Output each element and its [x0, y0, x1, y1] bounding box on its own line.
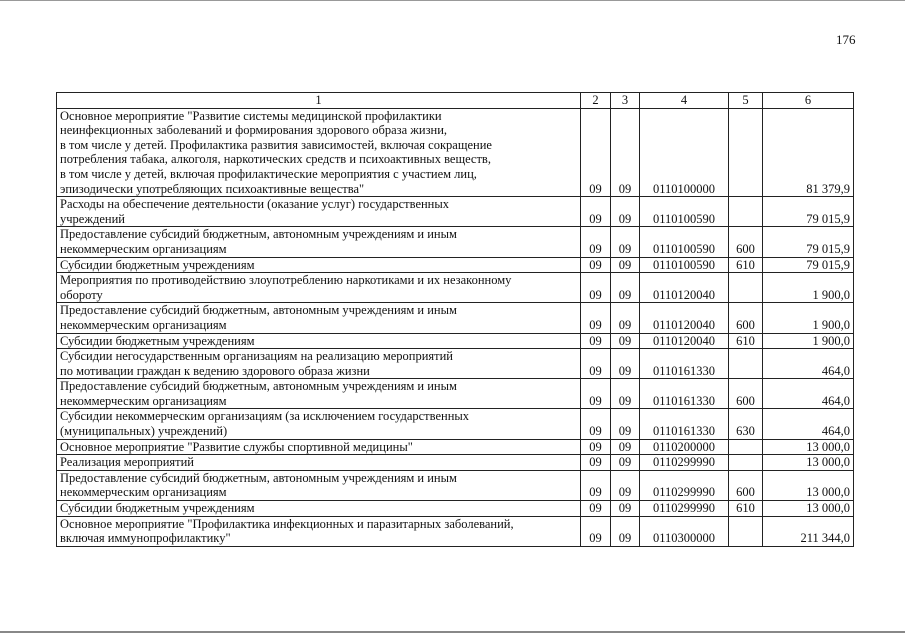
row-section-code: 09	[581, 257, 611, 273]
row-expense-type: 610	[729, 501, 763, 517]
header-col-4: 4	[640, 93, 729, 109]
budget-table	[56, 92, 854, 547]
row-amount: 1 900,0	[763, 273, 854, 303]
row-target-article: 0110100590	[640, 227, 729, 257]
table-row	[57, 197, 854, 227]
row-target-article: 0110299990	[640, 470, 729, 500]
row-amount: 13 000,0	[763, 470, 854, 500]
table-row	[57, 455, 854, 471]
top-rule	[0, 0, 905, 1]
row-subsection-code: 09	[611, 273, 640, 303]
row-subsection-code: 09	[611, 439, 640, 455]
row-description: Основное мероприятие "Развитие системы медицинской профилактики неинфекционных заболеваний и формирования здорового образа жизни, в том числе у детей. Профилактика развития зависимостей, включая сокращение потребления табака, алкоголя, наркотических средств и психоактивных веществ, в том числе у детей, включая профилактические мероприятия с участием лиц, эпизодически употребляющих психоактивные вещества"	[57, 108, 581, 197]
row-target-article: 0110299990	[640, 501, 729, 517]
row-subsection-code: 09	[611, 257, 640, 273]
row-description: Предоставление субсидий бюджетным, автономным учреждениям и иным некоммерческим организациям	[57, 227, 581, 257]
table-row	[57, 303, 854, 333]
row-description: Субсидии некоммерческим организациям (за исключением государственных (муниципальных) учреждений)	[57, 409, 581, 439]
row-section-code: 09	[581, 439, 611, 455]
row-expense-type	[729, 349, 763, 379]
row-expense-type	[729, 273, 763, 303]
row-amount: 13 000,0	[763, 501, 854, 517]
row-target-article: 0110200000	[640, 439, 729, 455]
row-expense-type: 600	[729, 227, 763, 257]
row-section-code: 09	[581, 501, 611, 517]
row-section-code: 09	[581, 273, 611, 303]
table-row	[57, 439, 854, 455]
row-amount: 211 344,0	[763, 516, 854, 546]
row-section-code: 09	[581, 455, 611, 471]
row-description: Субсидии бюджетным учреждениям	[57, 333, 581, 349]
table-row	[57, 379, 854, 409]
row-amount: 13 000,0	[763, 439, 854, 455]
row-amount: 1 900,0	[763, 333, 854, 349]
row-target-article: 0110100590	[640, 197, 729, 227]
row-expense-type	[729, 108, 763, 197]
row-expense-type: 610	[729, 257, 763, 273]
row-subsection-code: 09	[611, 409, 640, 439]
row-description: Предоставление субсидий бюджетным, автономным учреждениям и иным некоммерческим организациям	[57, 379, 581, 409]
row-expense-type: 600	[729, 470, 763, 500]
row-description: Субсидии бюджетным учреждениям	[57, 257, 581, 273]
row-target-article: 0110299990	[640, 455, 729, 471]
row-target-article: 0110161330	[640, 349, 729, 379]
row-amount: 13 000,0	[763, 455, 854, 471]
row-section-code: 09	[581, 333, 611, 349]
row-subsection-code: 09	[611, 349, 640, 379]
row-expense-type: 610	[729, 333, 763, 349]
row-description: Основное мероприятие "Развитие службы спортивной медицины"	[57, 439, 581, 455]
row-subsection-code: 09	[611, 379, 640, 409]
row-expense-type	[729, 197, 763, 227]
row-amount: 464,0	[763, 379, 854, 409]
row-subsection-code: 09	[611, 501, 640, 517]
row-section-code: 09	[581, 197, 611, 227]
row-description: Предоставление субсидий бюджетным, автономным учреждениям и иным некоммерческим организациям	[57, 470, 581, 500]
header-col-2: 2	[581, 93, 611, 109]
row-subsection-code: 09	[611, 470, 640, 500]
row-target-article: 0110120040	[640, 303, 729, 333]
row-section-code: 09	[581, 409, 611, 439]
row-target-article: 0110300000	[640, 516, 729, 546]
table-row	[57, 470, 854, 500]
row-target-article: 0110120040	[640, 273, 729, 303]
row-target-article: 0110100590	[640, 257, 729, 273]
row-subsection-code: 09	[611, 108, 640, 197]
row-amount: 464,0	[763, 409, 854, 439]
row-description: Субсидии негосударственным организациям на реализацию мероприятий по мотивации граждан к ведению здорового образа жизни	[57, 349, 581, 379]
row-section-code: 09	[581, 516, 611, 546]
row-expense-type	[729, 439, 763, 455]
row-subsection-code: 09	[611, 197, 640, 227]
row-description: Основное мероприятие "Профилактика инфекционных и паразитарных заболеваний, включая иммунопрофилактику"	[57, 516, 581, 546]
row-subsection-code: 09	[611, 333, 640, 349]
header-col-5: 5	[729, 93, 763, 109]
row-description: Предоставление субсидий бюджетным, автономным учреждениям и иным некоммерческим организациям	[57, 303, 581, 333]
row-target-article: 0110161330	[640, 409, 729, 439]
page-number: 176	[836, 32, 856, 47]
table-row	[57, 501, 854, 517]
row-target-article: 0110120040	[640, 333, 729, 349]
row-description: Мероприятия по противодействию злоупотреблению наркотиками и их незаконному обороту	[57, 273, 581, 303]
row-amount: 79 015,9	[763, 197, 854, 227]
row-section-code: 09	[581, 227, 611, 257]
row-subsection-code: 09	[611, 227, 640, 257]
table-row	[57, 227, 854, 257]
row-description: Реализация мероприятий	[57, 455, 581, 471]
header-col-1: 1	[57, 93, 581, 109]
row-subsection-code: 09	[611, 516, 640, 546]
row-section-code: 09	[581, 108, 611, 197]
row-expense-type: 600	[729, 303, 763, 333]
row-section-code: 09	[581, 349, 611, 379]
row-expense-type: 630	[729, 409, 763, 439]
row-target-article: 0110161330	[640, 379, 729, 409]
table-row	[57, 108, 854, 197]
row-amount: 464,0	[763, 349, 854, 379]
table-row	[57, 516, 854, 546]
row-section-code: 09	[581, 470, 611, 500]
table-row	[57, 349, 854, 379]
row-expense-type	[729, 455, 763, 471]
table-row	[57, 257, 854, 273]
row-target-article: 0110100000	[640, 108, 729, 197]
row-amount: 79 015,9	[763, 227, 854, 257]
row-section-code: 09	[581, 379, 611, 409]
row-expense-type: 600	[729, 379, 763, 409]
row-description: Субсидии бюджетным учреждениям	[57, 501, 581, 517]
table-row	[57, 409, 854, 439]
row-subsection-code: 09	[611, 455, 640, 471]
table-row	[57, 333, 854, 349]
table-row	[57, 273, 854, 303]
row-amount: 79 015,9	[763, 257, 854, 273]
header-row	[57, 93, 854, 109]
row-amount: 81 379,9	[763, 108, 854, 197]
row-subsection-code: 09	[611, 303, 640, 333]
bottom-rule	[0, 631, 905, 633]
table-body	[57, 108, 854, 546]
row-section-code: 09	[581, 303, 611, 333]
row-description: Расходы на обеспечение деятельности (оказание услуг) государственных учреждений	[57, 197, 581, 227]
row-expense-type	[729, 516, 763, 546]
header-col-3: 3	[611, 93, 640, 109]
header-col-6: 6	[763, 93, 854, 109]
row-amount: 1 900,0	[763, 303, 854, 333]
